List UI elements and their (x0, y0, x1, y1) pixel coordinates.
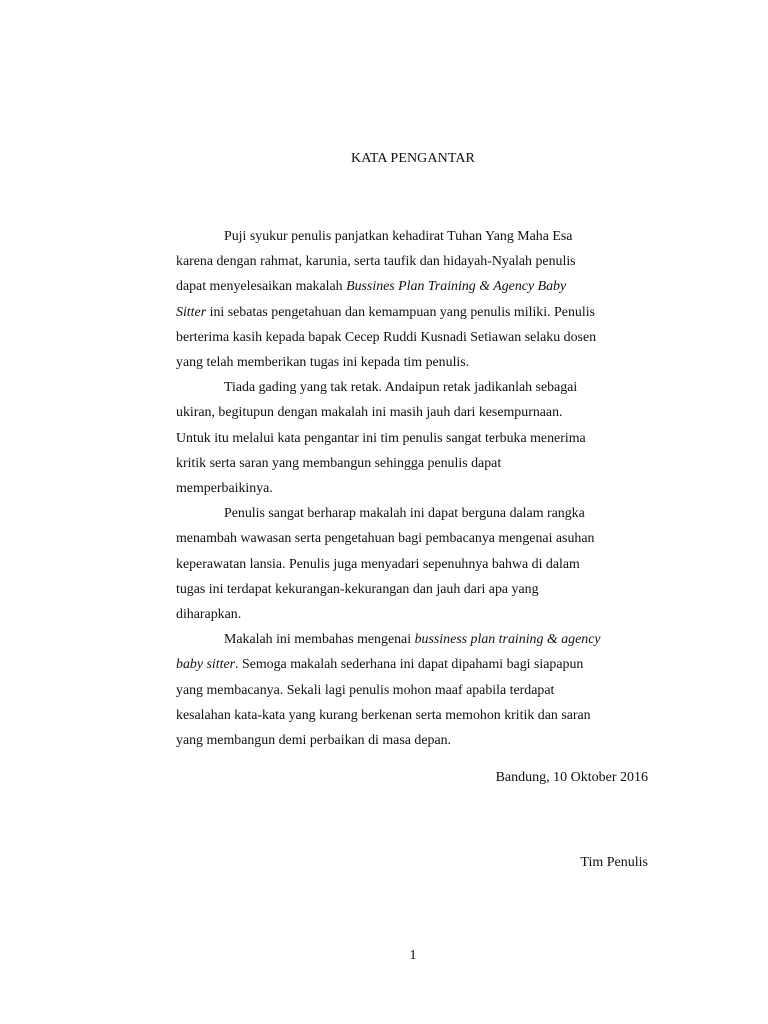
text-run: dapat menyelesaikan makalah (176, 279, 347, 295)
text-run: tugas ini terdapat kekurangan-kekurangan dan jauh dari apa yang (176, 581, 539, 597)
text-run: ini sebatas pengetahuan dan kemampuan yang penulis miliki. Penulis (206, 304, 595, 320)
text-line (176, 224, 650, 249)
place-date: Bandung, 10 Oktober 2016 (495, 770, 648, 785)
text-run: Makalah ini membahas mengenai (224, 632, 415, 648)
italic-text: baby sitter (176, 657, 236, 673)
text-line (176, 451, 650, 476)
text-run: ukiran, begitupun dengan makalah ini masih jauh dari kesempurnaan. (176, 405, 563, 421)
text-line (176, 728, 650, 753)
text-run: Tiada gading yang tak retak. Andaipun retak jadikanlah sebagai (224, 380, 578, 396)
text-line (176, 501, 650, 526)
text-line (176, 325, 650, 350)
text-run: diharapkan. (176, 607, 242, 623)
text-run: menambah wawasan serta pengetahuan bagi pembacanya mengenai asuhan (176, 531, 595, 547)
text-run: Penulis sangat berharap makalah ini dapat berguna dalam rangka (224, 506, 585, 522)
italic-text: Bussines Plan Training & Agency Baby (346, 279, 567, 295)
text-line (176, 703, 650, 728)
text-line (176, 350, 650, 375)
text-line (176, 426, 650, 451)
text-run: keperawatan lansia. Penulis juga menyadari sepenuhnya bahwa di dalam (176, 556, 580, 572)
italic-text: bussiness plan training & agency (414, 632, 601, 648)
paragraph (176, 627, 650, 753)
text-line (176, 375, 650, 400)
page-number: 1 (409, 948, 417, 963)
text-run: memperbaikinya. (176, 481, 273, 497)
text-run: Untuk itu melalui kata pengantar ini tim penulis sangat terbuka menerima (176, 430, 586, 446)
text-run: kesalahan kata-kata yang kurang berkenan serta memohon kritik dan saran (176, 707, 591, 723)
text-line (176, 552, 650, 577)
text-line (176, 602, 650, 627)
paragraph (176, 224, 650, 375)
text-line (176, 274, 650, 299)
text-line (176, 400, 650, 425)
italic-text: Sitter (176, 304, 207, 320)
text-line (176, 577, 650, 602)
text-line (176, 678, 650, 703)
text-run: karena dengan rahmat, karunia, serta taufik dan hidayah-Nyalah penulis (176, 254, 576, 270)
paragraph (176, 375, 650, 501)
text-line (176, 627, 650, 652)
signature-name: Tim Penulis (580, 855, 648, 870)
text-run: yang telah memberikan tugas ini kepada tim penulis. (176, 355, 470, 371)
text-run: yang membacanya. Sekali lagi penulis mohon maaf apabila terdapat (176, 682, 555, 698)
text-line (176, 249, 650, 274)
text-run: kritik serta saran yang membangun sehingga penulis dapat (176, 455, 502, 471)
text-line (176, 526, 650, 551)
text-run: berterima kasih kepada bapak Cecep Ruddi Kusnadi Setiawan selaku dosen (176, 329, 597, 345)
text-run: Puji syukur penulis panjatkan kehadirat Tuhan Yang Maha Esa (224, 229, 573, 244)
text-run: yang membangun demi perbaikan di masa depan. (176, 733, 452, 749)
text-line (176, 652, 650, 677)
page-title: KATA PENGANTAR (351, 151, 475, 166)
text-line (176, 300, 650, 325)
body-text (176, 224, 650, 753)
paragraph (176, 501, 650, 627)
text-line (176, 476, 650, 501)
text-run: . Semoga makalah sederhana ini dapat dipahami bagi siapapun (235, 657, 584, 673)
